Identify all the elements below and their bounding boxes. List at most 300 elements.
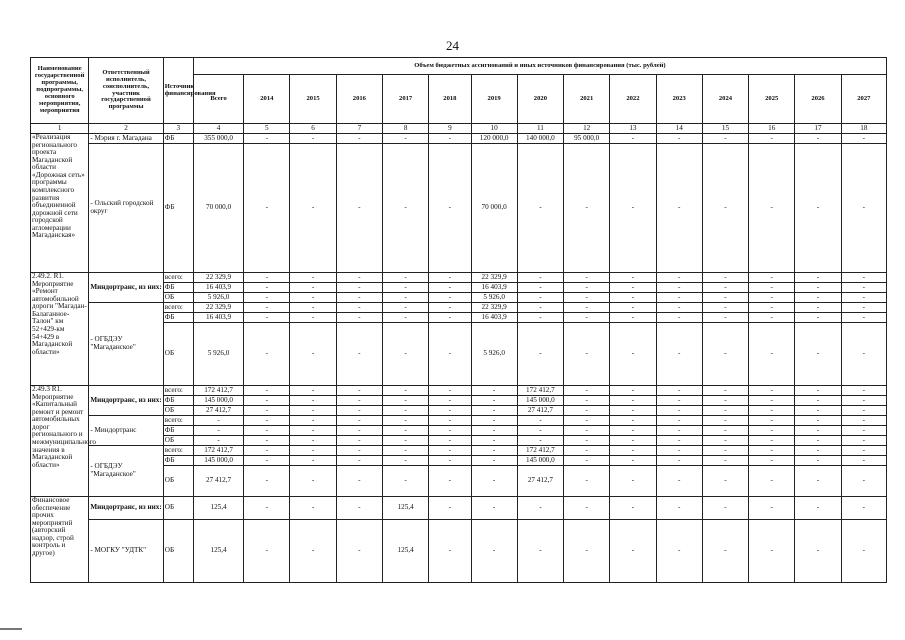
year-value: - bbox=[749, 323, 795, 386]
year-value: - bbox=[841, 273, 886, 283]
total-value: 27 412,7 bbox=[193, 466, 243, 497]
year-value: - bbox=[429, 396, 471, 406]
year-value: - bbox=[795, 456, 841, 466]
executor: - МОГКУ "УДТК" bbox=[89, 520, 163, 583]
funding-source: ФБ bbox=[163, 134, 193, 144]
year-value: - bbox=[841, 293, 886, 303]
year-value: - bbox=[564, 303, 610, 313]
funding-source: ФБ bbox=[163, 396, 193, 406]
year-value: - bbox=[383, 144, 429, 273]
year-value: - bbox=[517, 497, 563, 520]
total-value: 16 403,9 bbox=[193, 313, 243, 323]
year-value: - bbox=[336, 273, 382, 283]
year-value: - bbox=[749, 293, 795, 303]
year-value: 145 000,0 bbox=[517, 456, 563, 466]
year-value: - bbox=[795, 436, 841, 446]
year-value: - bbox=[702, 303, 748, 313]
year-value: - bbox=[429, 436, 471, 446]
year-value: 70 000,0 bbox=[471, 144, 517, 273]
funding-source: ФБ bbox=[163, 283, 193, 293]
year-value: - bbox=[517, 416, 563, 426]
year-value: - bbox=[795, 446, 841, 456]
executor: - Миндортранс bbox=[89, 416, 163, 446]
year-value: - bbox=[702, 446, 748, 456]
year-value: - bbox=[429, 134, 471, 144]
year-value: 120 000,0 bbox=[471, 134, 517, 144]
year-value: - bbox=[564, 520, 610, 583]
year-value: - bbox=[610, 313, 656, 323]
year-value: - bbox=[702, 386, 748, 396]
year-value: - bbox=[336, 446, 382, 456]
year-value: - bbox=[702, 293, 748, 303]
year-value: 125,4 bbox=[383, 520, 429, 583]
year-value: - bbox=[702, 273, 748, 283]
year-value: - bbox=[610, 273, 656, 283]
year-value: - bbox=[564, 466, 610, 497]
year-value: - bbox=[795, 406, 841, 416]
funding-source: ФБ bbox=[163, 144, 193, 273]
year-value: - bbox=[841, 303, 886, 313]
column-number: 4 bbox=[193, 124, 243, 134]
year-value: - bbox=[564, 273, 610, 283]
year-value: - bbox=[290, 396, 336, 406]
year-value: - bbox=[383, 426, 429, 436]
year-value: - bbox=[429, 323, 471, 386]
year-value: - bbox=[336, 426, 382, 436]
year-value: - bbox=[336, 134, 382, 144]
header-source: Источник финансирования bbox=[163, 58, 193, 124]
year-value: - bbox=[702, 406, 748, 416]
year-value: - bbox=[517, 323, 563, 386]
year-value: 22 329,9 bbox=[471, 273, 517, 283]
header-year: 2018 bbox=[429, 75, 471, 124]
year-value: - bbox=[244, 144, 290, 273]
year-value: - bbox=[244, 313, 290, 323]
year-value: - bbox=[383, 406, 429, 416]
year-value: - bbox=[610, 283, 656, 293]
scan-edge-line bbox=[0, 628, 22, 630]
year-value: - bbox=[290, 144, 336, 273]
year-value: - bbox=[383, 313, 429, 323]
year-value: - bbox=[471, 416, 517, 426]
year-value: 125,4 bbox=[383, 497, 429, 520]
year-value: - bbox=[656, 386, 702, 396]
year-value: - bbox=[749, 396, 795, 406]
year-value: - bbox=[656, 466, 702, 497]
year-value: - bbox=[290, 436, 336, 446]
year-value: - bbox=[702, 456, 748, 466]
year-value: - bbox=[564, 436, 610, 446]
year-value: - bbox=[656, 396, 702, 406]
table-row bbox=[31, 497, 887, 520]
year-value: - bbox=[336, 283, 382, 293]
year-value: - bbox=[656, 497, 702, 520]
year-value: - bbox=[336, 416, 382, 426]
year-value: - bbox=[841, 520, 886, 583]
year-value: - bbox=[841, 497, 886, 520]
year-value: - bbox=[702, 416, 748, 426]
year-value: - bbox=[702, 313, 748, 323]
year-value: - bbox=[336, 436, 382, 446]
year-value: - bbox=[471, 456, 517, 466]
year-value: - bbox=[610, 416, 656, 426]
year-value: - bbox=[702, 520, 748, 583]
year-value: - bbox=[336, 313, 382, 323]
total-value: - bbox=[193, 426, 243, 436]
year-value: - bbox=[429, 293, 471, 303]
year-value: - bbox=[749, 520, 795, 583]
year-value: - bbox=[290, 426, 336, 436]
year-value: - bbox=[749, 386, 795, 396]
year-value: - bbox=[610, 520, 656, 583]
header-year: 2022 bbox=[610, 75, 656, 124]
year-value: - bbox=[429, 446, 471, 456]
executor: Миндортранс, из них: bbox=[89, 497, 163, 520]
header-year: 2020 bbox=[517, 75, 563, 124]
year-value: 5 926,0 bbox=[471, 323, 517, 386]
year-value: - bbox=[841, 134, 886, 144]
funding-source: всего: bbox=[163, 273, 193, 283]
year-value: - bbox=[383, 396, 429, 406]
year-value: - bbox=[656, 283, 702, 293]
measure-name: 2.49.3 R1. Мероприятие «Капитальный ремонт и ремонт автомобильных дорог регионального и межмуниципального значения в Магаданской области» bbox=[31, 386, 89, 497]
year-value: - bbox=[841, 283, 886, 293]
year-value: - bbox=[244, 396, 290, 406]
column-number: 13 bbox=[610, 124, 656, 134]
executor: - ОГБДЭУ "Магаданское" bbox=[89, 446, 163, 497]
year-value: - bbox=[564, 386, 610, 396]
year-value: - bbox=[795, 134, 841, 144]
year-value: - bbox=[841, 406, 886, 416]
year-value: - bbox=[383, 446, 429, 456]
year-value: - bbox=[610, 134, 656, 144]
year-value: - bbox=[244, 273, 290, 283]
year-value: - bbox=[429, 520, 471, 583]
year-value: - bbox=[795, 497, 841, 520]
year-value: - bbox=[610, 466, 656, 497]
year-value: - bbox=[244, 436, 290, 446]
year-value: - bbox=[656, 416, 702, 426]
funding-source: ОБ bbox=[163, 436, 193, 446]
year-value: - bbox=[383, 303, 429, 313]
year-value: - bbox=[244, 283, 290, 293]
year-value: - bbox=[610, 144, 656, 273]
year-value: - bbox=[383, 293, 429, 303]
year-value: - bbox=[290, 323, 336, 386]
year-value: - bbox=[610, 293, 656, 303]
year-value: - bbox=[656, 446, 702, 456]
year-value: - bbox=[517, 144, 563, 273]
total-value: 5 926,0 bbox=[193, 323, 243, 386]
table-row bbox=[31, 520, 887, 583]
header-year: 2025 bbox=[749, 75, 795, 124]
year-value: - bbox=[471, 406, 517, 416]
year-value: - bbox=[564, 446, 610, 456]
executor: Миндортранс, из них: bbox=[89, 386, 163, 416]
year-value: - bbox=[383, 386, 429, 396]
header-year: 2014 bbox=[244, 75, 290, 124]
year-value: - bbox=[429, 283, 471, 293]
year-value: - bbox=[702, 283, 748, 293]
year-value: - bbox=[429, 386, 471, 396]
table-row bbox=[31, 273, 887, 283]
year-value: - bbox=[749, 426, 795, 436]
year-value: - bbox=[656, 520, 702, 583]
column-number: 16 bbox=[749, 124, 795, 134]
year-value: - bbox=[564, 323, 610, 386]
table-row bbox=[31, 386, 887, 396]
year-value: 5 926,0 bbox=[471, 293, 517, 303]
funding-source: ФБ bbox=[163, 456, 193, 466]
year-value: - bbox=[702, 436, 748, 446]
year-value: - bbox=[702, 466, 748, 497]
year-value: - bbox=[841, 446, 886, 456]
year-value: - bbox=[244, 303, 290, 313]
funding-source: ОБ bbox=[163, 293, 193, 303]
year-value: - bbox=[656, 456, 702, 466]
year-value: - bbox=[564, 396, 610, 406]
year-value: - bbox=[656, 323, 702, 386]
table-row bbox=[31, 144, 887, 273]
measure-name: 2.49.2. R1. Мероприятие «Ремонт автомобильной дороги "Магадан-Балаганное-Талон" км 52+429-км 54+429 в Магаданской области» bbox=[31, 273, 89, 386]
year-value: - bbox=[517, 303, 563, 313]
funding-source: ФБ bbox=[163, 313, 193, 323]
year-value: - bbox=[290, 446, 336, 456]
year-value: - bbox=[610, 406, 656, 416]
year-value: - bbox=[517, 436, 563, 446]
year-value: - bbox=[471, 446, 517, 456]
year-value: - bbox=[244, 466, 290, 497]
column-number: 10 bbox=[471, 124, 517, 134]
funding-source: ОБ bbox=[163, 323, 193, 386]
header-year: 2015 bbox=[290, 75, 336, 124]
column-number: 17 bbox=[795, 124, 841, 134]
year-value: - bbox=[517, 313, 563, 323]
header-year: 2027 bbox=[841, 75, 886, 124]
year-value: - bbox=[244, 323, 290, 386]
year-value: - bbox=[749, 456, 795, 466]
year-value: - bbox=[336, 303, 382, 313]
year-value: - bbox=[610, 446, 656, 456]
year-value: - bbox=[471, 426, 517, 436]
funding-source: ФБ bbox=[163, 426, 193, 436]
executor: - ОГБДЭУ "Магаданское" bbox=[89, 303, 163, 386]
year-value: - bbox=[244, 406, 290, 416]
year-value: - bbox=[749, 283, 795, 293]
year-value: - bbox=[336, 396, 382, 406]
column-number: 2 bbox=[89, 124, 163, 134]
year-value: - bbox=[290, 520, 336, 583]
column-number: 1 bbox=[31, 124, 89, 134]
year-value: - bbox=[383, 456, 429, 466]
year-value: - bbox=[564, 426, 610, 436]
year-value: - bbox=[290, 416, 336, 426]
year-value: - bbox=[702, 144, 748, 273]
column-number: 8 bbox=[383, 124, 429, 134]
total-value: 5 926,0 bbox=[193, 293, 243, 303]
year-value: - bbox=[610, 386, 656, 396]
year-value: - bbox=[841, 144, 886, 273]
year-value: - bbox=[795, 396, 841, 406]
year-value: - bbox=[429, 426, 471, 436]
year-value: - bbox=[383, 283, 429, 293]
year-value: - bbox=[749, 446, 795, 456]
year-value: - bbox=[244, 293, 290, 303]
funding-source: ОБ bbox=[163, 466, 193, 497]
column-number: 14 bbox=[656, 124, 702, 134]
year-value: - bbox=[656, 144, 702, 273]
total-value: 22 329,9 bbox=[193, 273, 243, 283]
year-value: - bbox=[429, 466, 471, 497]
year-value: - bbox=[749, 416, 795, 426]
year-value: - bbox=[795, 293, 841, 303]
year-value: - bbox=[429, 406, 471, 416]
year-value: - bbox=[244, 520, 290, 583]
year-value: - bbox=[471, 436, 517, 446]
table-row bbox=[31, 134, 887, 144]
executor: - Мэрия г. Магадана bbox=[89, 134, 163, 144]
year-value: - bbox=[795, 144, 841, 273]
year-value: - bbox=[429, 144, 471, 273]
header-total: Всего bbox=[193, 75, 243, 124]
year-value: - bbox=[336, 520, 382, 583]
year-value: 22 329,9 bbox=[471, 303, 517, 313]
budget-table bbox=[30, 57, 887, 583]
year-value: - bbox=[517, 426, 563, 436]
year-value: - bbox=[795, 416, 841, 426]
year-value: - bbox=[841, 466, 886, 497]
year-value: - bbox=[290, 456, 336, 466]
year-value: - bbox=[429, 497, 471, 520]
year-value: - bbox=[610, 456, 656, 466]
year-value: - bbox=[383, 416, 429, 426]
column-number: 6 bbox=[290, 124, 336, 134]
total-value: 172 412,7 bbox=[193, 446, 243, 456]
year-value: - bbox=[610, 497, 656, 520]
measure-name: «Реализация регионального проекта Магаданской области «Дорожная сеть» программы комплексного развития объединенной дорожной сети городской агломерации Магаданская» bbox=[31, 134, 89, 273]
year-value: - bbox=[290, 293, 336, 303]
column-number: 5 bbox=[244, 124, 290, 134]
year-value: - bbox=[795, 520, 841, 583]
year-value: - bbox=[429, 416, 471, 426]
year-value: - bbox=[749, 134, 795, 144]
header-year: 2021 bbox=[564, 75, 610, 124]
year-value: - bbox=[749, 303, 795, 313]
year-value: - bbox=[749, 273, 795, 283]
year-value: - bbox=[383, 466, 429, 497]
year-value: - bbox=[564, 456, 610, 466]
year-value: - bbox=[383, 134, 429, 144]
year-value: - bbox=[795, 283, 841, 293]
total-value: 27 412,7 bbox=[193, 406, 243, 416]
year-value: 16 403,9 bbox=[471, 283, 517, 293]
year-value: - bbox=[795, 273, 841, 283]
column-number: 3 bbox=[163, 124, 193, 134]
measure-name: Финансовое обеспечение прочих мероприятий (авторский надзор, строй контроль и другое) bbox=[31, 497, 89, 583]
table-row bbox=[31, 303, 887, 313]
year-value: - bbox=[336, 456, 382, 466]
year-value: - bbox=[244, 426, 290, 436]
year-value: - bbox=[244, 497, 290, 520]
year-value: - bbox=[841, 323, 886, 386]
year-value: - bbox=[795, 386, 841, 396]
year-value: - bbox=[564, 313, 610, 323]
year-value: - bbox=[656, 293, 702, 303]
year-value: - bbox=[517, 293, 563, 303]
column-number: 9 bbox=[429, 124, 471, 134]
total-value: 70 000,0 bbox=[193, 144, 243, 273]
year-value: 27 412,7 bbox=[517, 466, 563, 497]
year-value: - bbox=[656, 134, 702, 144]
year-value: - bbox=[841, 426, 886, 436]
year-value: - bbox=[244, 386, 290, 396]
total-value: 172 412,7 bbox=[193, 386, 243, 396]
year-value: - bbox=[564, 293, 610, 303]
year-value: - bbox=[244, 134, 290, 144]
funding-source: всего: bbox=[163, 386, 193, 396]
year-value: 140 000,0 bbox=[517, 134, 563, 144]
year-value: - bbox=[336, 497, 382, 520]
funding-source: всего: bbox=[163, 446, 193, 456]
column-number: 11 bbox=[517, 124, 563, 134]
year-value: - bbox=[749, 406, 795, 416]
year-value: - bbox=[290, 283, 336, 293]
year-value: - bbox=[841, 313, 886, 323]
table-row bbox=[31, 416, 887, 426]
year-value: - bbox=[610, 323, 656, 386]
year-value: - bbox=[517, 273, 563, 283]
year-value: - bbox=[290, 497, 336, 520]
year-value: - bbox=[610, 436, 656, 446]
year-value: - bbox=[471, 466, 517, 497]
total-value: 22 329,9 bbox=[193, 303, 243, 313]
year-value: - bbox=[656, 436, 702, 446]
year-value: - bbox=[429, 456, 471, 466]
funding-source: ОБ bbox=[163, 497, 193, 520]
year-value: - bbox=[656, 303, 702, 313]
year-value: - bbox=[290, 303, 336, 313]
total-value: 125,4 bbox=[193, 520, 243, 583]
year-value: - bbox=[841, 386, 886, 396]
total-value: - bbox=[193, 436, 243, 446]
year-value: - bbox=[471, 520, 517, 583]
column-number: 7 bbox=[336, 124, 382, 134]
year-value: - bbox=[749, 497, 795, 520]
year-value: - bbox=[383, 273, 429, 283]
year-value: - bbox=[610, 426, 656, 436]
year-value: - bbox=[795, 426, 841, 436]
year-value: - bbox=[795, 313, 841, 323]
funding-source: всего: bbox=[163, 303, 193, 313]
header-executor: Ответственный исполнитель, соисполнитель, участник государственной программы bbox=[89, 58, 163, 124]
header-year: 2023 bbox=[656, 75, 702, 124]
year-value: - bbox=[564, 406, 610, 416]
year-value: - bbox=[656, 313, 702, 323]
year-value: - bbox=[471, 497, 517, 520]
year-value: - bbox=[471, 396, 517, 406]
year-value: - bbox=[702, 323, 748, 386]
funding-source: ОБ bbox=[163, 406, 193, 416]
year-value: - bbox=[383, 323, 429, 386]
header-name: Наименование государственной программы, подпрограммы, основного мероприятия, мероприятия bbox=[31, 58, 89, 124]
year-value: 16 403,9 bbox=[471, 313, 517, 323]
year-value: - bbox=[336, 386, 382, 396]
year-value: - bbox=[517, 520, 563, 583]
column-number: 12 bbox=[564, 124, 610, 134]
year-value: - bbox=[610, 396, 656, 406]
year-value: - bbox=[517, 283, 563, 293]
year-value: - bbox=[841, 416, 886, 426]
